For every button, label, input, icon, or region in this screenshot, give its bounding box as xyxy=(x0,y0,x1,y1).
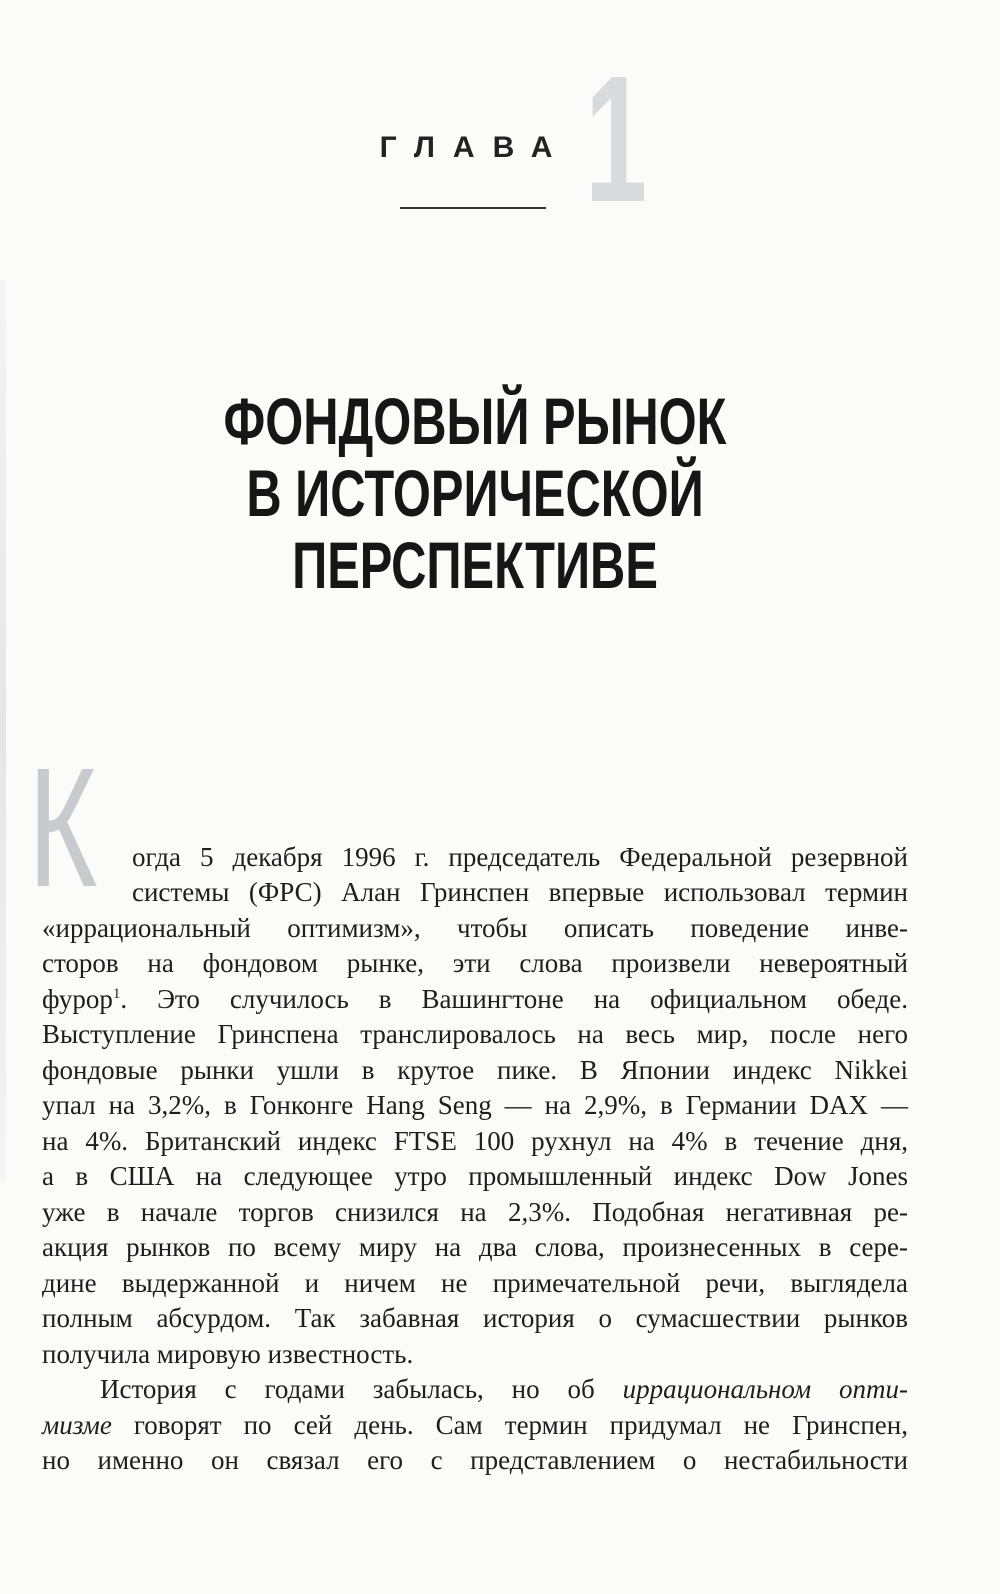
text-line: акция рынков по всему миру на два слова, произнесенных в сере- xyxy=(42,1232,908,1262)
text-line: «иррациональный оптимизм», чтобы описать поведение инве- xyxy=(42,913,908,943)
text-line xyxy=(42,1408,908,1442)
chapter-title-line: ФОНДОВЫЙ РЫНОК xyxy=(223,384,727,458)
text-line: сторов на фондовом рынке, эти слова произвели невероятный xyxy=(42,948,908,978)
chapter-title-line: В ИСТОРИЧЕСКОЙ xyxy=(246,456,704,530)
chapter-number: 1 xyxy=(585,39,648,240)
text-line: фондовые рынки ушли в крутое пике. В Японии индекс Nikkei xyxy=(42,1055,908,1085)
chapter-title xyxy=(0,385,950,601)
text-line: дине выдержанной и ничем не примечательной речи, выглядела xyxy=(42,1268,908,1298)
text-line xyxy=(42,1372,908,1406)
drop-cap: К xyxy=(28,733,98,923)
chapter-divider xyxy=(400,207,546,209)
chapter-title-line: ПЕРСПЕКТИВЕ xyxy=(292,528,658,602)
italic-term: мизме xyxy=(42,1410,112,1440)
text-line: получила мировую известность. xyxy=(42,1339,414,1369)
text-span: . Это случилось в Вашингтоне на официальном обеде. xyxy=(120,984,908,1014)
italic-term: иррациональном опти- xyxy=(622,1374,908,1404)
text-span: История с годами забылась, но об xyxy=(100,1374,623,1404)
text-line: полным абсурдом. Так забавная история о сумасшествии рынков xyxy=(42,1303,908,1333)
footnote-ref[interactable]: 1 xyxy=(112,986,121,1002)
text-line: на 4%. Британский индекс FTSE 100 рухнул на 4% в течение дня, xyxy=(42,1126,908,1156)
text-line: Выступление Гринспена транслировалось на весь мир, после него xyxy=(42,1019,908,1049)
text-line: а в США на следующее утро промышленный индекс Dow Jones xyxy=(42,1161,908,1191)
text-line xyxy=(42,982,908,1016)
text-span: говорят по сей день. Сам термин придумал не Гринспен, xyxy=(111,1410,908,1440)
text-line: но именно он связал его с представлением о нестабильности xyxy=(42,1445,908,1475)
text-line: системы (ФРС) Алан Гринспен впервые использовал термин xyxy=(132,877,908,907)
chapter-label: ГЛАВА xyxy=(379,131,571,164)
footnote-word: фурор xyxy=(42,984,113,1014)
text-line: упал на 3,2%, в Гонконге Hang Seng — на 2,9%, в Германии DAX — xyxy=(42,1090,908,1120)
text-line: огда 5 декабря 1996 г. председатель Федеральной резервной xyxy=(132,842,908,872)
text-line: уже в начале торгов снизился на 2,3%. Подобная негативная ре- xyxy=(42,1197,908,1227)
